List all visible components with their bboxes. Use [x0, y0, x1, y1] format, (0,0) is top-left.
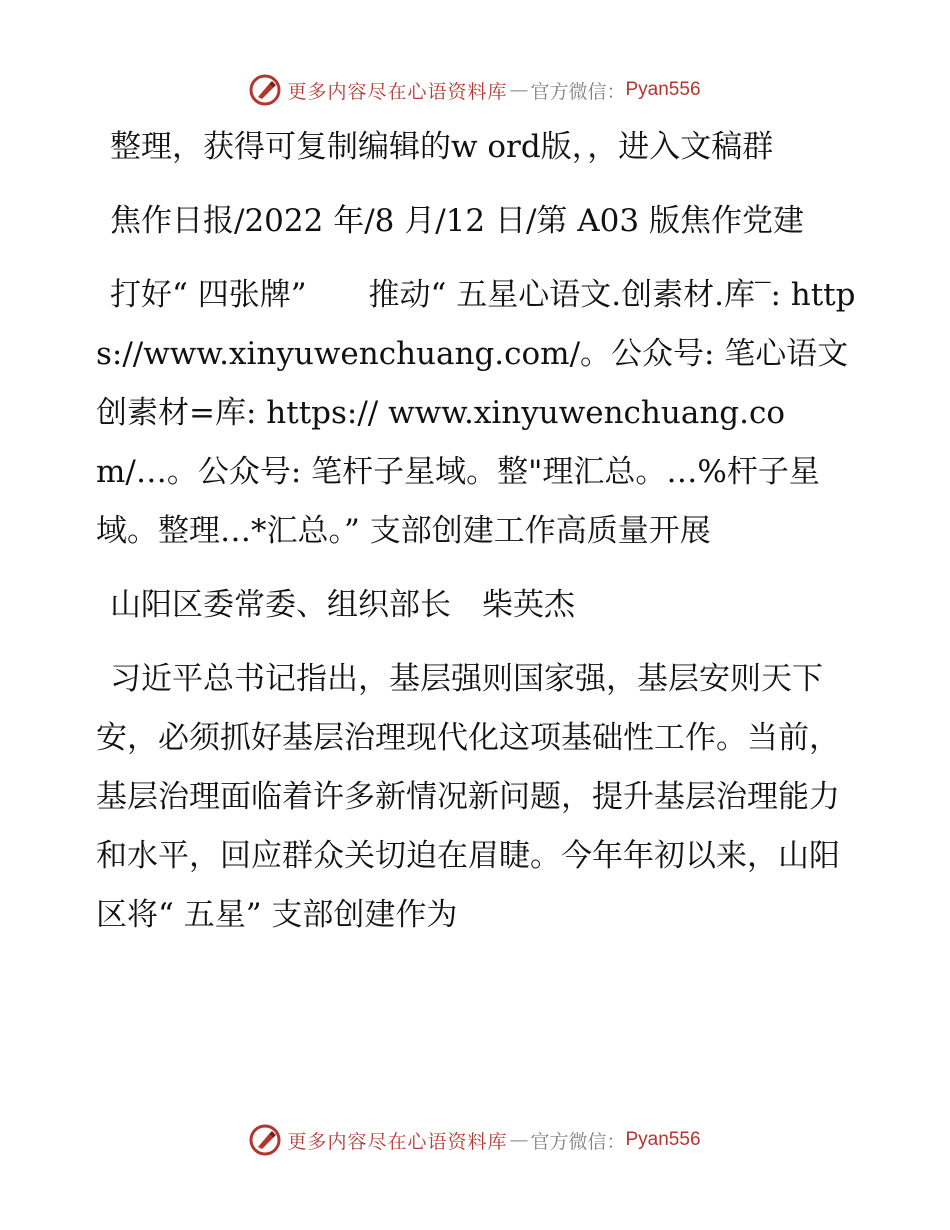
paragraph-intro-note: 整理，获得可复制编辑的w ord版，，进入文稿群 — [110, 129, 774, 165]
watermark-brand: 更多内容尽在心语资料库 — [287, 80, 508, 103]
paragraph-source-line: 焦作日报/2022 年/8 月/12 日/第 A03 版焦作党建 — [110, 203, 804, 239]
paragraph-title: 打好“ 四张牌” 推动“ 五星心语文.创素材.库‾: https://www.xinyuwenchuang.com/。公众号: 笔心语文创素材=库: https:// www.xinyuwenchuang.com/…。公众号: 笔杆子星域。整"理汇总。…%杆子星域。整理…*汇总。” 支部创建工作高质量开展 — [96, 277, 856, 549]
header-watermark — [0, 70, 950, 110]
paragraph-author: 山阳区委常委、组织部长 柴英杰 — [110, 587, 575, 623]
fountain-pen-logo-icon — [249, 74, 281, 106]
watermark-official-label: 官方微信： — [530, 80, 626, 103]
fountain-pen-logo-icon — [249, 1124, 281, 1156]
watermark-dash: — — [509, 79, 529, 101]
paragraph-body: 习近平总书记指出，基层强则国家强，基层安则天下安，必须抓好基层治理现代化这项基础性工作。当前，基层治理面临着许多新情况新问题，提升基层治理能力和水平，回应群众关切迫在眉睫。今年年初以来，山阳区将“ 五星” 支部创建作为 — [96, 661, 840, 933]
watermark-official-label: 官方微信： — [530, 1130, 626, 1153]
watermark-wechat-id: Pyan556 — [625, 79, 701, 100]
footer-watermark — [0, 1120, 950, 1160]
watermark-dash: — — [509, 1129, 529, 1151]
watermark-wechat-id: Pyan556 — [625, 1129, 701, 1150]
watermark-brand: 更多内容尽在心语资料库 — [287, 1130, 508, 1153]
document-body — [96, 118, 856, 960]
